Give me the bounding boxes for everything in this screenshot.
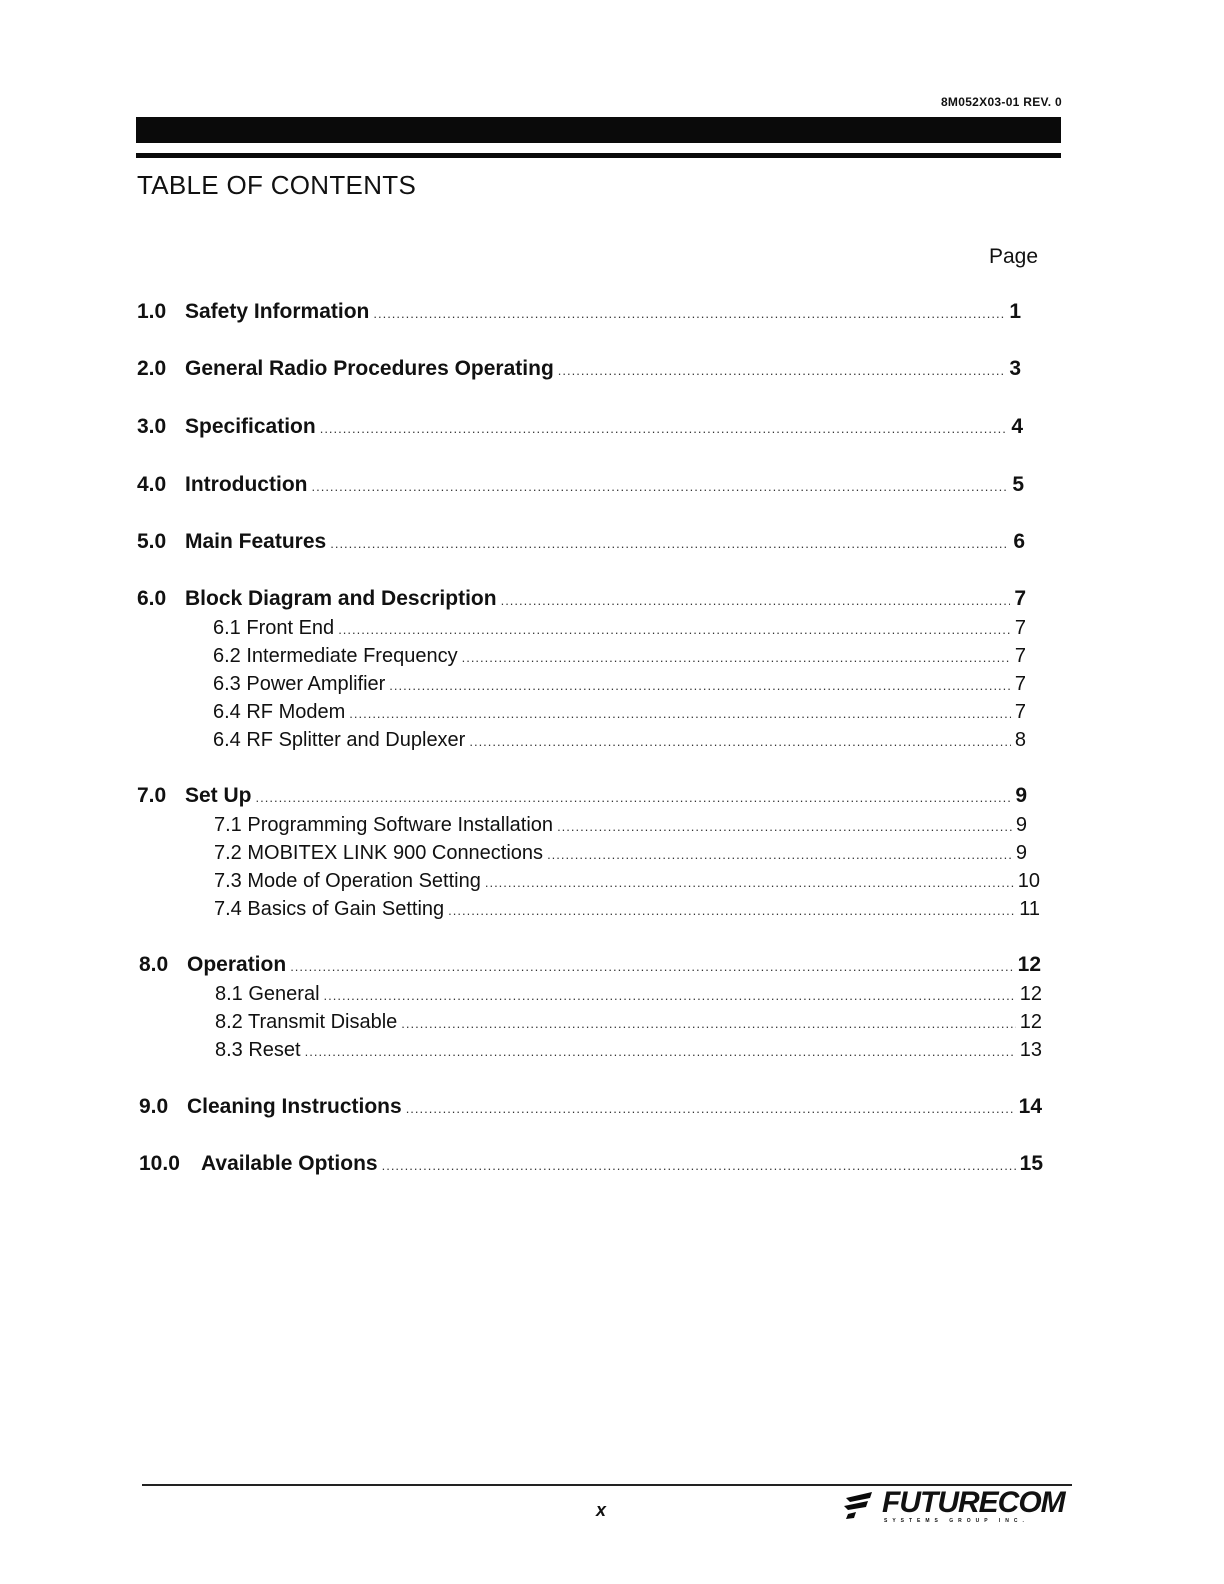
logo-mark-icon (842, 1488, 878, 1522)
toc-entry-number: 5.0 (137, 530, 167, 553)
dot-leader (462, 644, 1011, 672)
toc-entry[interactable] (139, 1093, 1042, 1121)
toc-subentry-page: 13 (1019, 1039, 1042, 1061)
toc-subentry[interactable] (214, 811, 1027, 839)
toc-entry-number: 1.0 (137, 300, 167, 323)
toc-entry-number: 2.0 (137, 357, 167, 380)
toc-entry-label: Operation (187, 953, 287, 976)
toc-entry-number: 9.0 (139, 1095, 169, 1118)
dot-leader (406, 1095, 1015, 1123)
toc-subentry-label: 7.3 Mode of Operation Setting (214, 870, 481, 892)
logo-text: FUTURECOM (882, 1486, 1065, 1519)
toc-entry-label: Specification (185, 415, 316, 438)
dot-leader (401, 1010, 1015, 1038)
toc-subentry-label: 6.3 Power Amplifier (213, 673, 386, 695)
toc-subentry-page: 12 (1019, 1011, 1042, 1033)
toc-entry-page: 6 (1013, 530, 1025, 553)
toc-entry-page: 12 (1017, 953, 1041, 976)
toc-entry-page: 14 (1018, 1095, 1042, 1118)
toc-subentry-page: 12 (1019, 983, 1042, 1005)
page-title: TABLE OF CONTENTS (137, 170, 417, 200)
toc-entry[interactable] (139, 951, 1041, 979)
toc-entry[interactable] (137, 782, 1027, 810)
toc-subentry-page: 11 (1019, 898, 1040, 920)
toc-subentry-label: 7.4 Basics of Gain Setting (214, 898, 445, 920)
toc-subentry-label: 6.1 Front End (213, 617, 335, 639)
toc-subentry[interactable] (213, 670, 1026, 698)
toc-entry-page: 4 (1011, 415, 1023, 438)
toc-entry[interactable] (137, 471, 1024, 499)
toc-entry-page: 3 (1009, 357, 1021, 380)
dot-leader (330, 530, 1009, 558)
toc-subentry[interactable] (214, 839, 1027, 867)
toc-entry-label: Set Up (185, 784, 252, 807)
toc-entry-number: 7.0 (137, 784, 167, 807)
toc-entry[interactable] (137, 355, 1021, 383)
toc-entry-label: Available Options (201, 1152, 378, 1175)
header-bar (136, 117, 1061, 143)
toc-entry-page: 15 (1019, 1152, 1043, 1175)
toc-entry-label: Main Features (185, 530, 327, 553)
toc-subentry-label: 8.2 Transmit Disable (215, 1011, 398, 1033)
toc-subentry[interactable] (213, 642, 1026, 670)
toc-entry-number: 10.0 (139, 1152, 180, 1175)
toc-entry-page: 5 (1012, 473, 1024, 496)
toc-subentry-page: 7 (1014, 673, 1026, 695)
toc-subentry-label: 7.1 Programming Software Installation (214, 814, 554, 836)
toc-subentry-label: 8.1 General (215, 983, 320, 1005)
page-column-heading: Page (988, 245, 1038, 268)
toc-entry-page: 9 (1015, 784, 1027, 807)
dot-leader (320, 415, 1008, 443)
toc-entry-number: 4.0 (137, 473, 167, 496)
dot-leader (557, 813, 1012, 841)
toc-entry-label: Cleaning Instructions (187, 1095, 402, 1118)
toc-subentry-page: 7 (1014, 645, 1026, 667)
toc-subentry-page: 10 (1017, 870, 1040, 892)
toc-entry-number: 8.0 (139, 953, 169, 976)
toc-entry-page: 7 (1014, 587, 1026, 610)
dot-leader (469, 728, 1011, 756)
dot-leader (256, 784, 1012, 812)
document-id: 8M052X03-01 REV. 0 (940, 95, 1062, 109)
dot-leader (558, 357, 1006, 385)
toc-entry[interactable] (137, 413, 1023, 441)
header-rule (136, 153, 1061, 158)
dot-leader (382, 1152, 1016, 1180)
toc-subentry-page: 7 (1014, 701, 1026, 723)
company-logo (842, 1486, 1065, 1526)
dot-leader (485, 869, 1014, 897)
toc-subentry-page: 7 (1014, 617, 1026, 639)
dot-leader (290, 953, 1013, 981)
dot-leader (373, 300, 1005, 328)
footer-page-number: x (596, 1500, 607, 1520)
toc-entry[interactable] (139, 1150, 1043, 1178)
dot-leader (389, 672, 1011, 700)
toc-subentry-page: 8 (1014, 729, 1026, 751)
logo-subtext: SYSTEMS GROUP INC. (884, 1518, 1029, 1524)
dot-leader (311, 473, 1008, 501)
toc-subentry[interactable] (215, 980, 1042, 1008)
dot-leader (547, 841, 1012, 869)
dot-leader (305, 1038, 1016, 1066)
toc-subentry[interactable] (214, 867, 1040, 895)
toc-entry[interactable] (137, 528, 1025, 556)
toc-entry-label: Introduction (185, 473, 308, 496)
toc-entry-number: 3.0 (137, 415, 167, 438)
toc-subentry[interactable] (213, 726, 1026, 754)
toc-subentry-label: 6.4 RF Splitter and Duplexer (213, 729, 466, 751)
toc-entry[interactable] (137, 585, 1026, 613)
dot-leader (501, 587, 1011, 615)
toc-subentry-label: 7.2 MOBITEX LINK 900 Connections (214, 842, 544, 864)
toc-entry-label: Safety Information (185, 300, 370, 323)
dot-leader (349, 700, 1011, 728)
toc-entry-page: 1 (1009, 300, 1021, 323)
toc-subentry-label: 6.2 Intermediate Frequency (213, 645, 458, 667)
toc-subentry[interactable] (215, 1008, 1042, 1036)
toc-subentry-label: 6.4 RF Modem (213, 701, 346, 723)
dot-leader (338, 616, 1011, 644)
dot-leader (448, 897, 1015, 925)
dot-leader (324, 982, 1016, 1010)
toc-entry-label: Block Diagram and Description (185, 587, 497, 610)
toc-subentry[interactable] (213, 614, 1026, 642)
toc-subentry[interactable] (213, 698, 1026, 726)
toc-entry[interactable] (137, 298, 1021, 326)
toc-subentry[interactable] (214, 895, 1040, 923)
toc-subentry-page: 9 (1015, 814, 1027, 836)
toc-entry-label: General Radio Procedures Operating (185, 357, 554, 380)
toc-subentry-page: 9 (1015, 842, 1027, 864)
toc-subentry[interactable] (215, 1036, 1042, 1064)
toc-entry-number: 6.0 (137, 587, 167, 610)
toc-subentry-label: 8.3 Reset (215, 1039, 301, 1061)
